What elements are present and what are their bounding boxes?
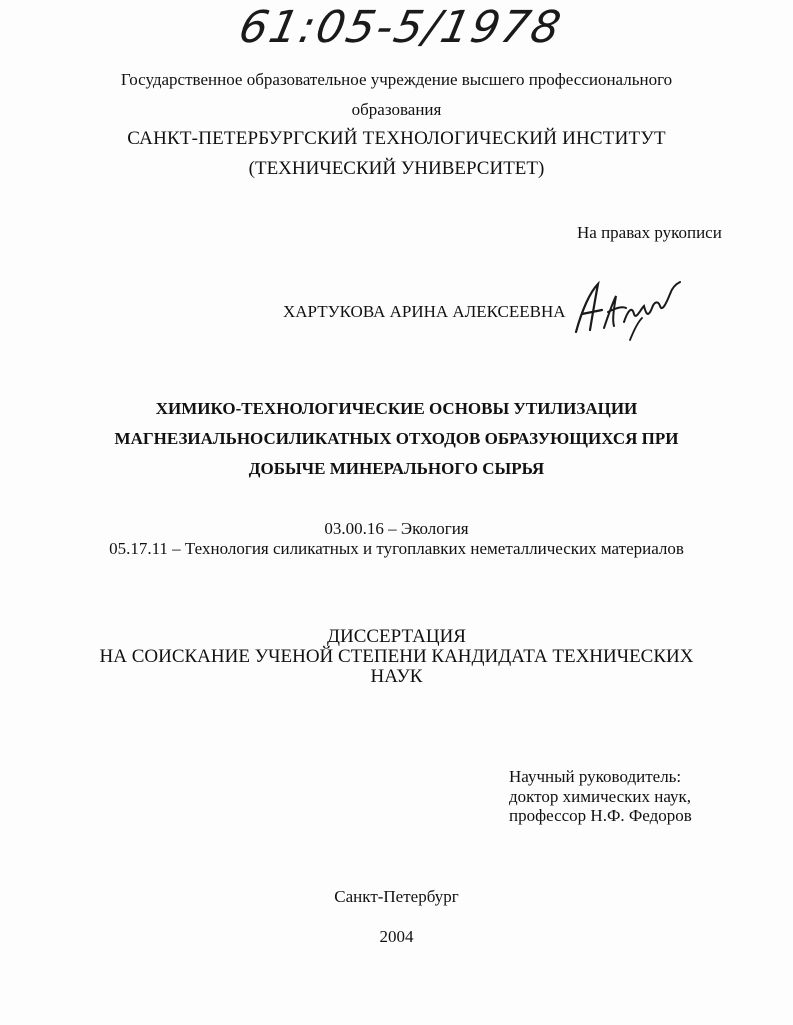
institution-name-line-2: (ТЕХНИЧЕСКИЙ УНИВЕРСИТЕТ)	[248, 158, 545, 179]
title-line-3: ДОБЫЧЕ МИНЕРАЛЬНОГО СЫРЬЯ	[248, 459, 545, 478]
dissertation-line-1: ДИССЕРТАЦИЯ	[327, 626, 466, 647]
author-name: ХАРТУКОВА АРИНА АЛЕКСЕЕВНА	[283, 302, 566, 321]
institution-name-line-1: САНКТ-ПЕТЕРБУРГСКИЙ ТЕХНОЛОГИЧЕСКИЙ ИНСТИТУТ	[127, 128, 666, 149]
archive-number-handwritten: 61:05-5/1978	[234, 2, 567, 53]
year: 2004	[379, 927, 414, 946]
specialty-line-1: 03.00.16 – Экология	[324, 519, 469, 538]
title-line-1: ХИМИКО-ТЕХНОЛОГИЧЕСКИЕ ОСНОВЫ УТИЛИЗАЦИИ	[155, 399, 638, 418]
title-line-2: МАГНЕЗИАЛЬНОСИЛИКАТНЫХ ОТХОДОВ ОБРАЗУЮЩИХСЯ ПРИ	[114, 429, 679, 448]
signature-image	[568, 270, 688, 345]
institution-line-2: образования	[351, 100, 442, 119]
city: Санкт-Петербург	[334, 887, 459, 906]
supervisor-name: профессор Н.Ф. Федоров	[509, 806, 692, 825]
dissertation-line-2: НА СОИСКАНИЕ УЧЕНОЙ СТЕПЕНИ КАНДИДАТА ТЕХНИЧЕСКИХ	[99, 646, 694, 667]
rights-note: На правах рукописи	[577, 223, 722, 242]
supervisor-label: Научный руководитель:	[509, 767, 682, 786]
dissertation-line-3: НАУК	[370, 666, 423, 687]
institution-line-1: Государственное образовательное учреждение высшего профессионального	[120, 70, 673, 89]
supervisor-degree: доктор химических наук,	[509, 787, 692, 806]
specialty-line-2: 05.17.11 – Технология силикатных и тугоплавких неметаллических материалов	[109, 539, 684, 558]
